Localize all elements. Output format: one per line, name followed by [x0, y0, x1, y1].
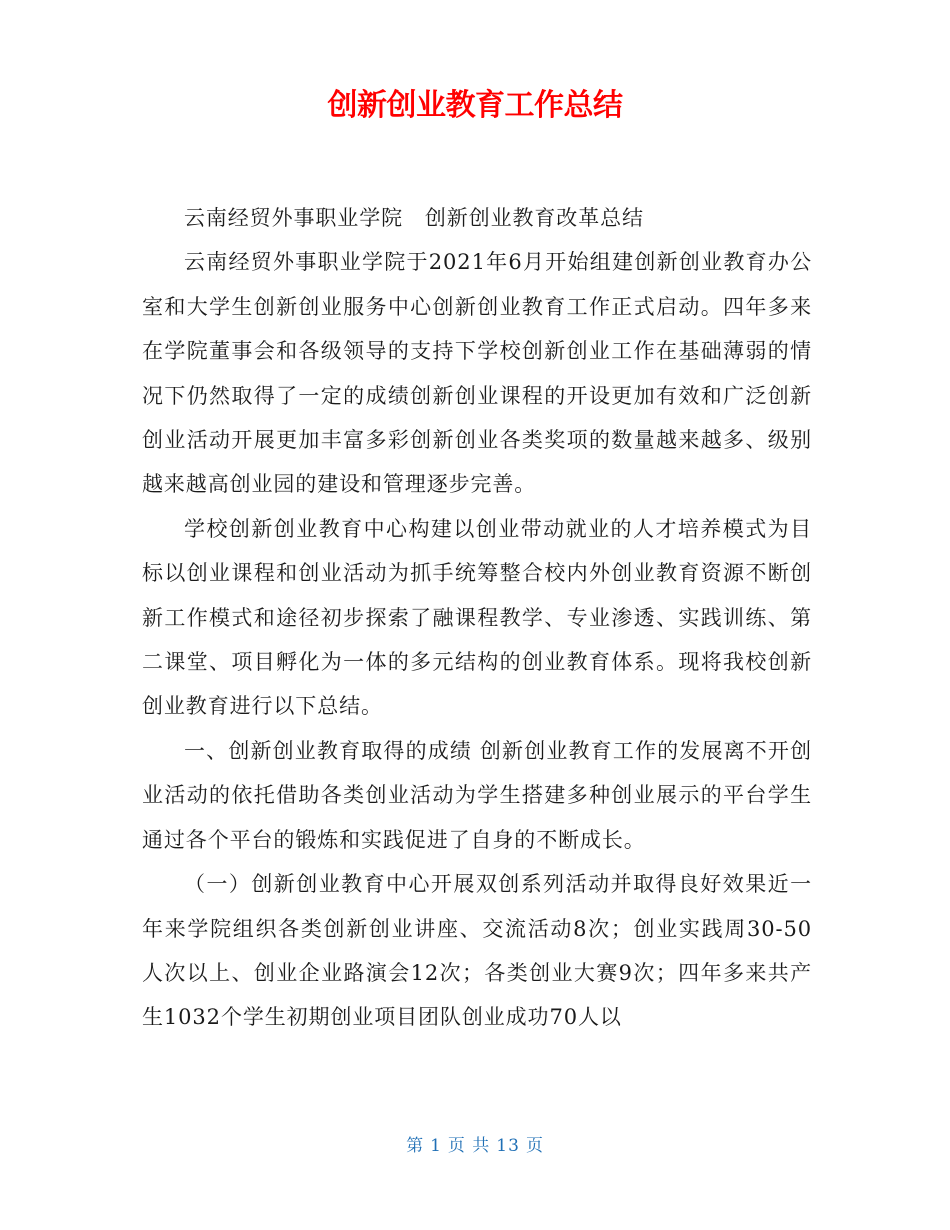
- footer-total: 13: [496, 1136, 520, 1156]
- paragraph-activities: （一）创新创业教育中心开展双创系列活动并取得良好效果近一年来学院组织各类创新创业讲座、交流活动8次；创业实践周30-50人次以上、创业企业路演会12次；各类创业大赛9次；四年多来共产生1032个学生初期创业项目团队创业成功70人以: [142, 872, 812, 1030]
- footer-middle: 页 共: [447, 1136, 491, 1156]
- paragraph-system: 学校创新创业教育中心构建以创业带动就业的人才培养模式为目标以创业课程和创业活动为抓手统筹整合校内外创业教育资源不断创新工作模式和途径初步探索了融课程教学、专业渗透、实践训练、第二课堂、项目孵化为一体的多元结构的创业教育体系。现将我校创新创业教育进行以下总结。: [142, 516, 812, 719]
- paragraph-subtitle: 云南经贸外事职业学院 创新创业教育改革总结: [184, 206, 644, 230]
- footer-page: 1: [430, 1136, 442, 1156]
- footer-prefix: 第: [406, 1136, 425, 1156]
- paragraph-achievements: 一、创新创业教育取得的成绩 创新创业教育工作的发展离不开创业活动的依托借助各类创业活动为学生搭建多种创业展示的平台学生通过各个平台的锻炼和实践促进了自身的不断成长。: [142, 738, 812, 852]
- footer-suffix: 页: [525, 1136, 544, 1156]
- document-title: 创新创业教育工作总结: [327, 88, 623, 123]
- paragraph-intro: 云南经贸外事职业学院于2021年6月开始组建创新创业教育办公室和大学生创新创业服务中心创新创业教育工作正式启动。四年多来在学院董事会和各级领导的支持下学校创新创业工作在基础薄弱的情况下仍然取得了一定的成绩创新创业课程的开设更加有效和广泛创新创业活动开展更加丰富多彩创新创业各类奖项的数量越来越多、级别越来越高创业园的建设和管理逐步完善。: [142, 250, 812, 497]
- document-body: [142, 196, 812, 1040]
- page-number-footer: [0, 1134, 950, 1158]
